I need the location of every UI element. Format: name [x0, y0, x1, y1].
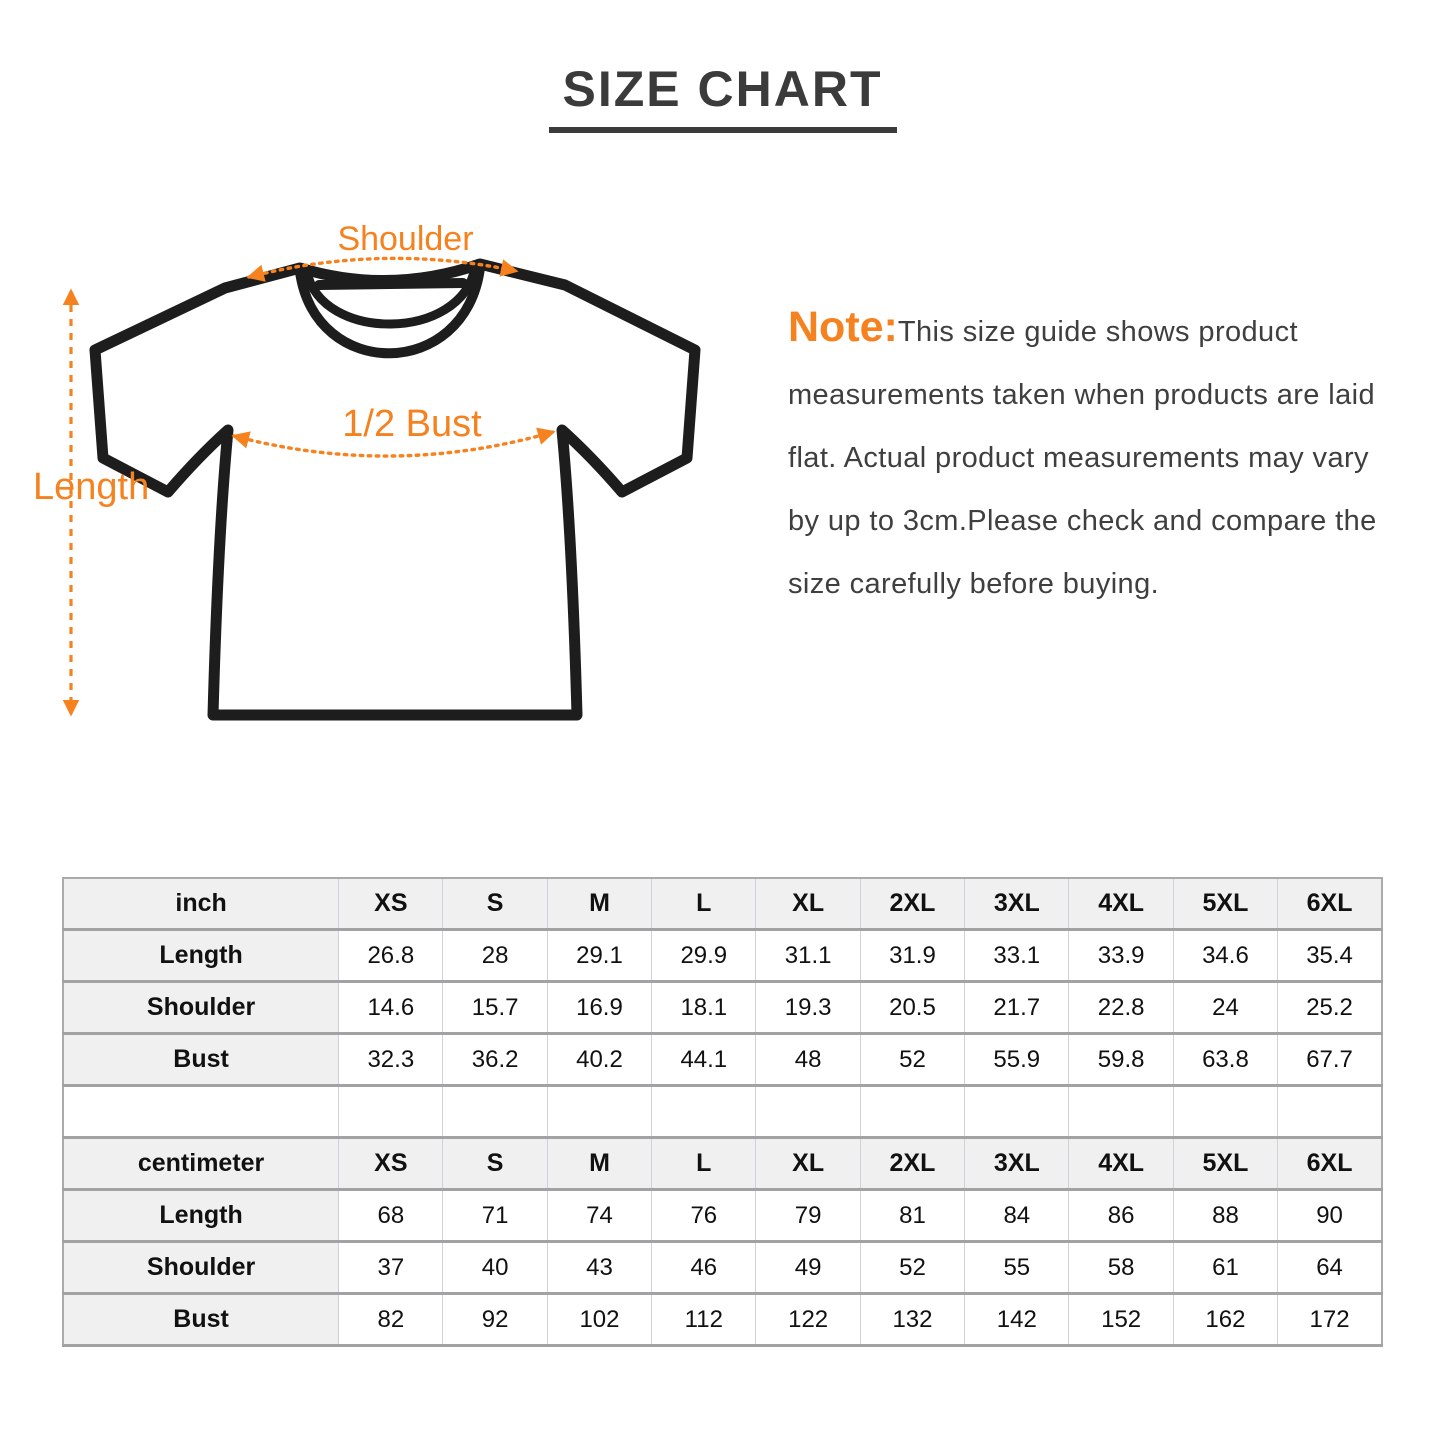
tshirt-diagram — [30, 215, 730, 760]
size-header-cell: XS — [339, 878, 443, 930]
table-row — [63, 1034, 1382, 1086]
value-cell: 29.9 — [652, 930, 756, 982]
table-row — [63, 1294, 1382, 1346]
value-cell: 61 — [1173, 1242, 1277, 1294]
size-header-cell: M — [547, 878, 651, 930]
spacer-cell — [443, 1086, 547, 1138]
value-cell: 46 — [652, 1242, 756, 1294]
value-cell: 86 — [1069, 1190, 1173, 1242]
value-cell: 40 — [443, 1242, 547, 1294]
row-label-cell: Length — [63, 930, 339, 982]
row-label-cell: Shoulder — [63, 982, 339, 1034]
note-heading: Note: — [788, 303, 898, 351]
value-cell: 81 — [860, 1190, 964, 1242]
spacer-cell — [339, 1086, 443, 1138]
value-cell: 162 — [1173, 1294, 1277, 1346]
spacer-cell — [547, 1086, 651, 1138]
size-table-body — [63, 878, 1382, 1346]
shoulder-label: Shoulder — [337, 220, 474, 258]
value-cell: 55.9 — [965, 1034, 1069, 1086]
spacer-cell — [860, 1086, 964, 1138]
row-label-cell: Shoulder — [63, 1242, 339, 1294]
size-header-cell: L — [652, 878, 756, 930]
table-row — [63, 1190, 1382, 1242]
value-cell: 142 — [965, 1294, 1069, 1346]
value-cell: 90 — [1278, 1190, 1382, 1242]
value-cell: 68 — [339, 1190, 443, 1242]
value-cell: 34.6 — [1173, 930, 1277, 982]
unit-header-cell: inch — [63, 878, 339, 930]
size-header-cell: 4XL — [1069, 1138, 1173, 1190]
value-cell: 79 — [756, 1190, 860, 1242]
length-label: Length — [33, 466, 150, 508]
table-row — [63, 1242, 1382, 1294]
value-cell: 132 — [860, 1294, 964, 1346]
value-cell: 84 — [965, 1190, 1069, 1242]
row-label-cell: Bust — [63, 1294, 339, 1346]
spacer-cell — [756, 1086, 860, 1138]
size-header-cell: 6XL — [1278, 878, 1382, 930]
value-cell: 152 — [1069, 1294, 1173, 1346]
value-cell: 29.1 — [547, 930, 651, 982]
size-header-cell: 2XL — [860, 878, 964, 930]
size-header-cell: L — [652, 1138, 756, 1190]
unit-header-cell: centimeter — [63, 1138, 339, 1190]
value-cell: 58 — [1069, 1242, 1173, 1294]
spacer-row — [63, 1086, 1382, 1138]
size-header-cell: S — [443, 878, 547, 930]
value-cell: 64 — [1278, 1242, 1382, 1294]
note-body: This size guide shows product measurements taken when products are laid flat. Actual product measurements may vary by up to 3cm.Please check and compare the size carefully before buying. — [788, 316, 1377, 600]
value-cell: 52 — [860, 1034, 964, 1086]
value-cell: 18.1 — [652, 982, 756, 1034]
value-cell: 92 — [443, 1294, 547, 1346]
value-cell: 55 — [965, 1242, 1069, 1294]
size-header-cell: 2XL — [860, 1138, 964, 1190]
value-cell: 31.9 — [860, 930, 964, 982]
value-cell: 88 — [1173, 1190, 1277, 1242]
value-cell: 15.7 — [443, 982, 547, 1034]
value-cell: 59.8 — [1069, 1034, 1173, 1086]
size-header-cell: 4XL — [1069, 878, 1173, 930]
size-table — [62, 877, 1383, 1347]
value-cell: 31.1 — [756, 930, 860, 982]
value-cell: 21.7 — [965, 982, 1069, 1034]
spacer-cell — [965, 1086, 1069, 1138]
value-cell: 22.8 — [1069, 982, 1173, 1034]
size-header-cell: 5XL — [1173, 878, 1277, 930]
value-cell: 76 — [652, 1190, 756, 1242]
row-label-cell: Bust — [63, 1034, 339, 1086]
note — [788, 296, 1396, 616]
shirt-outline — [95, 264, 695, 715]
value-cell: 20.5 — [860, 982, 964, 1034]
spacer-cell — [1069, 1086, 1173, 1138]
value-cell: 122 — [756, 1294, 860, 1346]
size-header-cell: XL — [756, 878, 860, 930]
value-cell: 71 — [443, 1190, 547, 1242]
value-cell: 26.8 — [339, 930, 443, 982]
value-cell: 14.6 — [339, 982, 443, 1034]
value-cell: 82 — [339, 1294, 443, 1346]
title-bar — [0, 60, 1445, 133]
value-cell: 102 — [547, 1294, 651, 1346]
size-header-cell: 5XL — [1173, 1138, 1277, 1190]
value-cell: 33.9 — [1069, 930, 1173, 982]
table-row — [63, 930, 1382, 982]
row-label-cell: Length — [63, 1190, 339, 1242]
value-cell: 112 — [652, 1294, 756, 1346]
spacer-cell — [652, 1086, 756, 1138]
value-cell: 49 — [756, 1242, 860, 1294]
value-cell: 28 — [443, 930, 547, 982]
size-header-cell: S — [443, 1138, 547, 1190]
value-cell: 35.4 — [1278, 930, 1382, 982]
size-header-cell: XS — [339, 1138, 443, 1190]
value-cell: 172 — [1278, 1294, 1382, 1346]
value-cell: 16.9 — [547, 982, 651, 1034]
value-cell: 37 — [339, 1242, 443, 1294]
spacer-cell — [1278, 1086, 1382, 1138]
value-cell: 32.3 — [339, 1034, 443, 1086]
size-header-cell: XL — [756, 1138, 860, 1190]
value-cell: 40.2 — [547, 1034, 651, 1086]
spacer-cell — [63, 1086, 339, 1138]
table-header-row — [63, 1138, 1382, 1190]
table-row — [63, 982, 1382, 1034]
size-table-container — [62, 877, 1383, 1347]
spacer-cell — [1173, 1086, 1277, 1138]
collar-back-line — [319, 283, 463, 285]
size-header-cell: 3XL — [965, 1138, 1069, 1190]
value-cell: 63.8 — [1173, 1034, 1277, 1086]
value-cell: 44.1 — [652, 1034, 756, 1086]
value-cell: 52 — [860, 1242, 964, 1294]
value-cell: 24 — [1173, 982, 1277, 1034]
value-cell: 48 — [756, 1034, 860, 1086]
page-title: SIZE CHART — [549, 60, 897, 133]
value-cell: 19.3 — [756, 982, 860, 1034]
value-cell: 74 — [547, 1190, 651, 1242]
size-header-cell: 6XL — [1278, 1138, 1382, 1190]
value-cell: 36.2 — [443, 1034, 547, 1086]
value-cell: 25.2 — [1278, 982, 1382, 1034]
table-header-row — [63, 878, 1382, 930]
size-header-cell: M — [547, 1138, 651, 1190]
value-cell: 67.7 — [1278, 1034, 1382, 1086]
value-cell: 33.1 — [965, 930, 1069, 982]
size-header-cell: 3XL — [965, 878, 1069, 930]
value-cell: 43 — [547, 1242, 651, 1294]
bust-label: 1/2 Bust — [342, 403, 482, 445]
